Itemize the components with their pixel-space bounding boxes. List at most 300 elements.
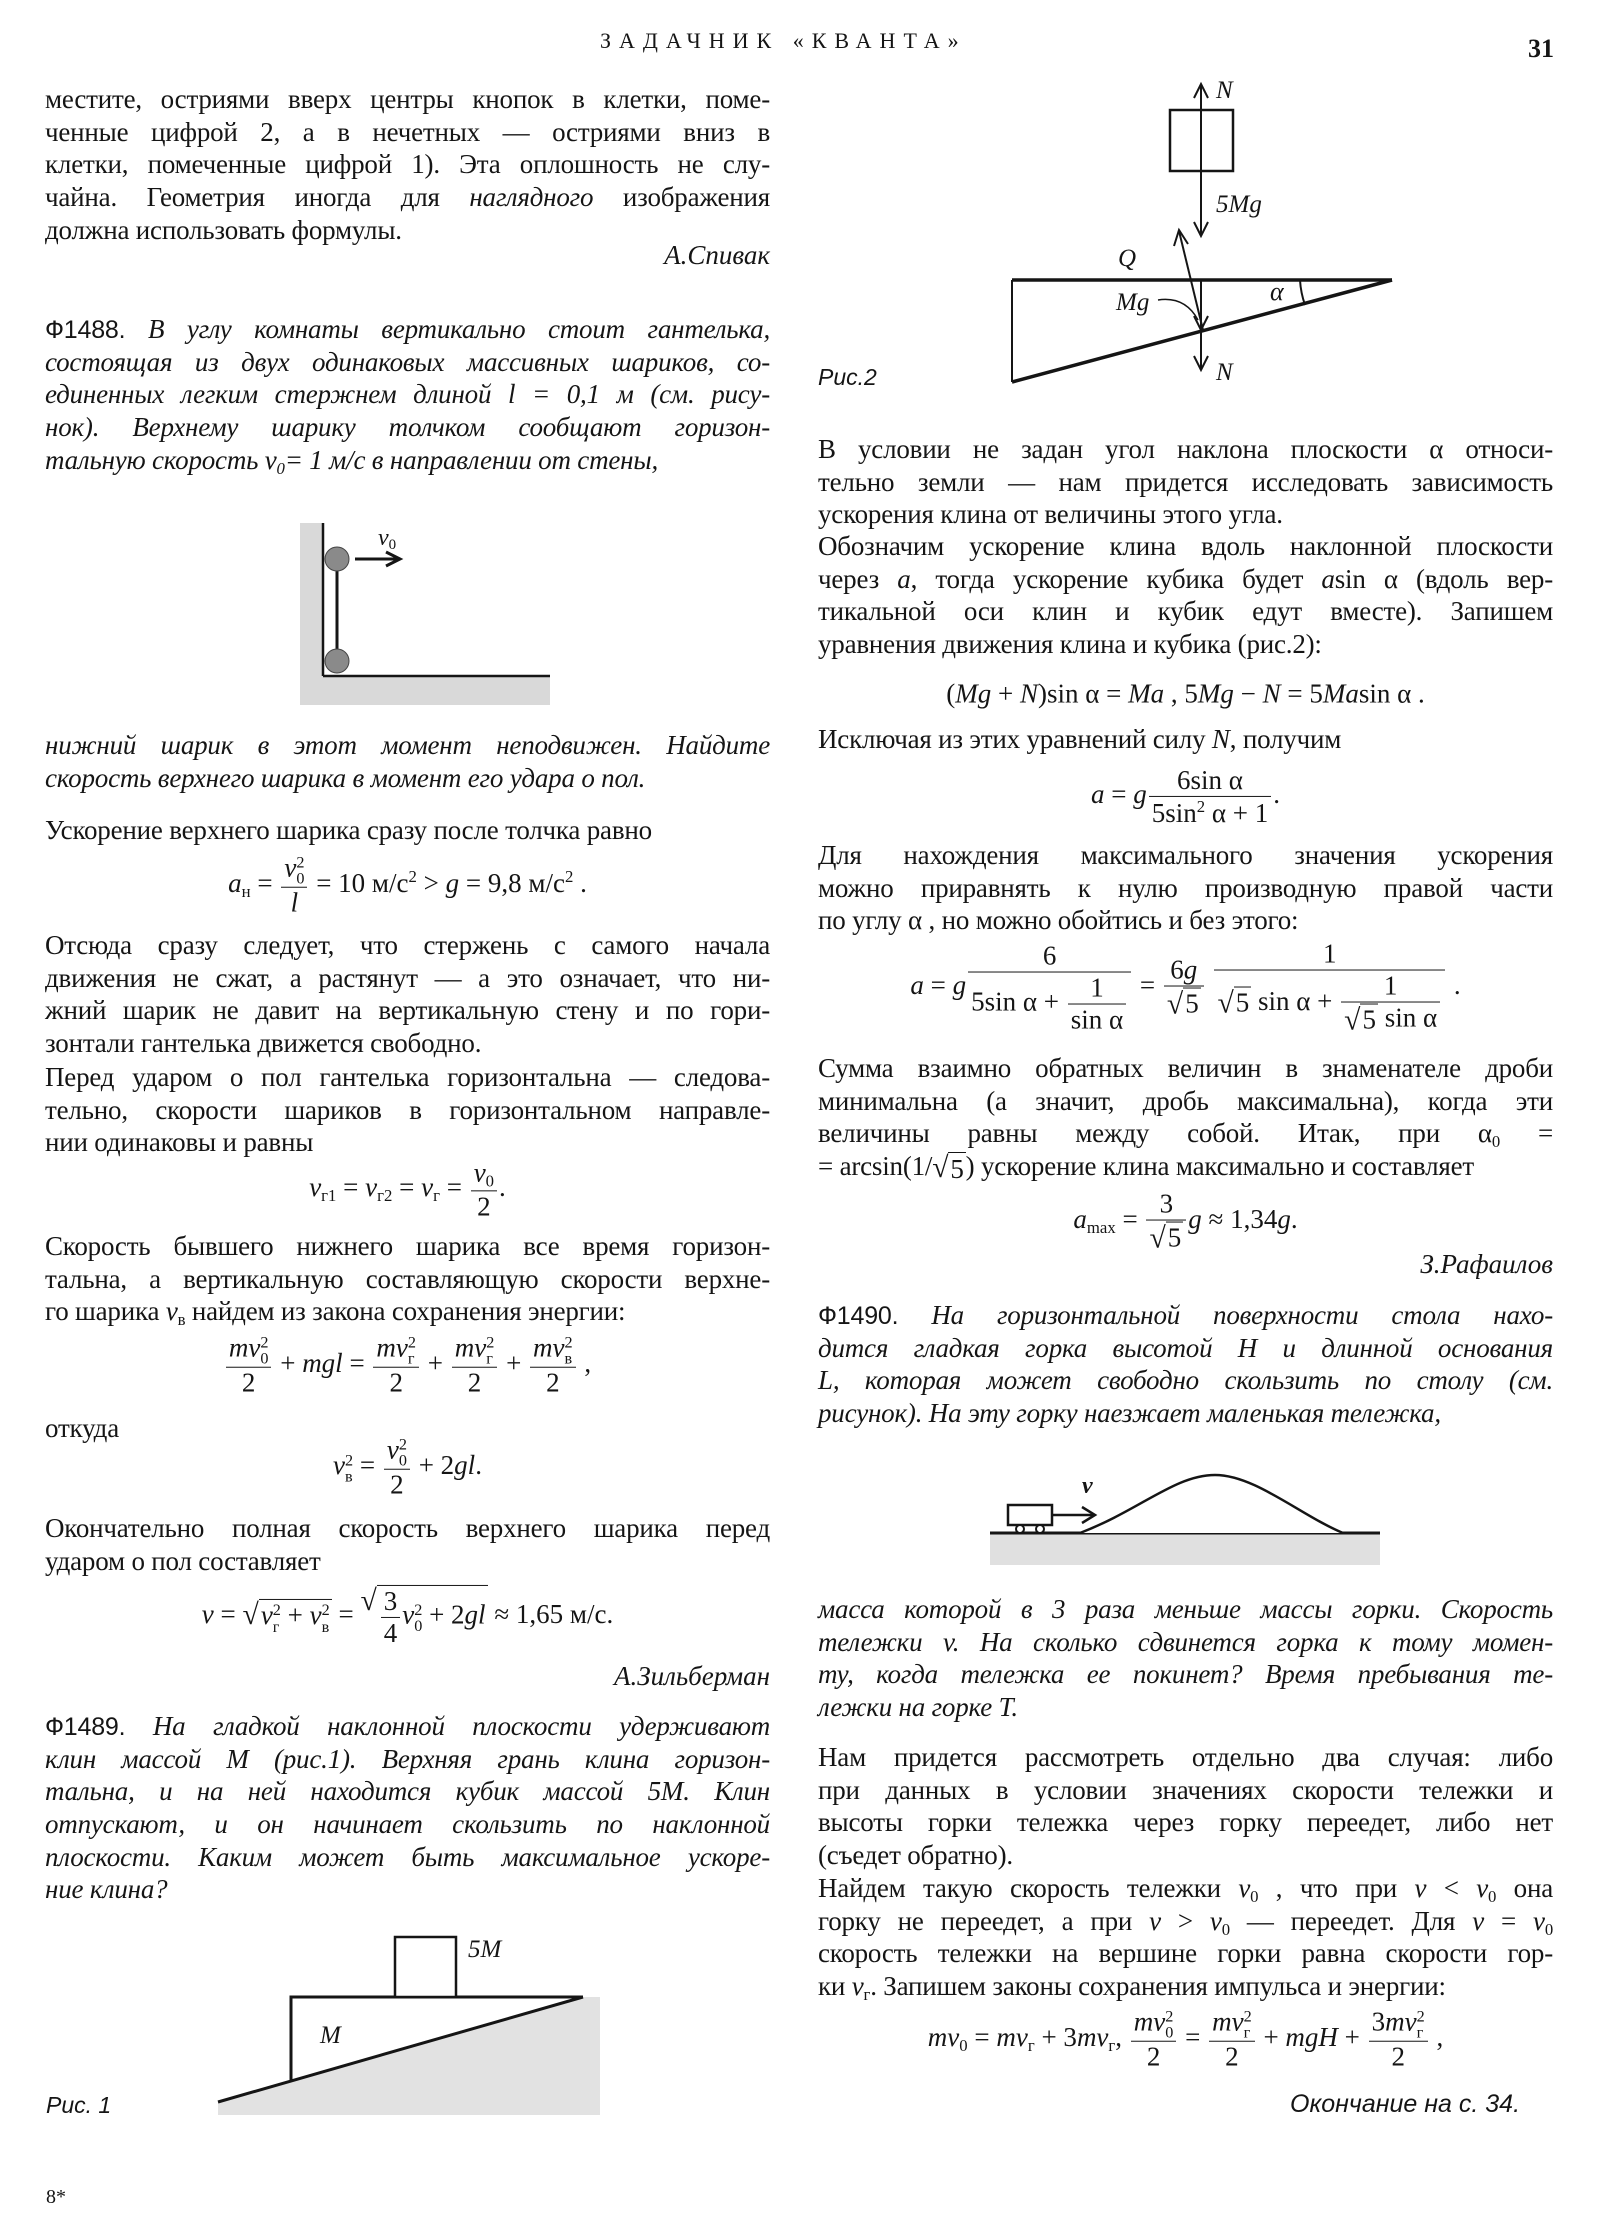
text-run: , 5	[1164, 678, 1198, 709]
fraction	[1209, 2007, 1255, 2074]
text-line	[818, 530, 1553, 563]
formula-centripetal-acceleration	[45, 853, 770, 920]
text-run: = 1 м/с в направлении от стены,	[284, 444, 659, 475]
fraction	[381, 1586, 401, 1649]
math-variable: a	[910, 970, 924, 1001]
text-line	[818, 1806, 1553, 1839]
denominator	[1149, 797, 1272, 829]
text-run: клин массой M (рис.1). Верхняя грань клина горизон-	[45, 1743, 770, 1774]
math-variable: v	[851, 1971, 864, 2002]
text-run: жний шарик не давит на вертикальную стену и по гори-	[45, 995, 770, 1026]
text-run: скорость верхнего шарика в момент его удара о пол.	[45, 762, 646, 793]
text-run: sin α +	[1251, 986, 1340, 1017]
math-variable: g	[952, 970, 967, 1001]
subscript: 0	[1165, 2024, 1174, 2043]
paragraph-acceleration	[45, 814, 770, 847]
text-run: 5	[950, 1154, 964, 1184]
text-run: + 2	[411, 1450, 455, 1481]
figure-force-diagram	[1000, 70, 1410, 400]
text-line	[818, 1364, 1553, 1397]
text-run: = 5	[1280, 678, 1323, 709]
running-header: ЗАДАЧНИК «КВАНТА»	[600, 28, 967, 53]
paragraph-two-cases	[818, 1741, 1553, 1872]
sup-sub-pair	[1244, 2009, 1252, 2041]
subscript: 0	[1250, 1887, 1259, 1907]
problem-number: Ф1490.	[818, 1302, 899, 1330]
formula-conservation-laws	[818, 2007, 1553, 2074]
denominator	[384, 1470, 410, 1501]
text-run: 6	[1170, 954, 1184, 985]
text-line	[818, 1905, 1553, 1938]
subscript: г	[407, 1350, 415, 1369]
text-line	[818, 723, 1553, 756]
paragraph-critical-speed	[818, 1872, 1553, 2003]
text-line	[45, 444, 770, 477]
formula-body	[946, 679, 1425, 710]
text-run: 2	[1391, 2042, 1405, 2073]
text-run: =	[392, 1172, 422, 1203]
text-run: масса которой в 3 раза меньше массы горки. Скорость	[818, 1594, 1553, 1624]
velocity-label: v0	[378, 525, 397, 553]
text-run: −	[1233, 678, 1263, 709]
floor-shading	[300, 676, 550, 705]
formula-max-acceleration	[818, 1189, 1553, 1256]
text-run: +	[273, 1348, 303, 1379]
denominator	[1341, 1003, 1440, 1038]
subscript: 0	[485, 1171, 495, 1191]
text-line	[45, 1841, 770, 1874]
text-line	[818, 563, 1553, 596]
text-line	[818, 1299, 1553, 1332]
radical-sign: √	[360, 1584, 377, 1617]
paragraph-rod-stretched	[45, 929, 770, 1060]
paragraph-notation	[818, 530, 1553, 661]
paragraph-final-speed	[45, 1512, 770, 1577]
subscript: г	[1243, 2024, 1251, 2043]
math-variable: mv	[454, 1332, 487, 1363]
formula-horizontal-velocity	[45, 1157, 770, 1222]
text-run: должна использовать формулы.	[45, 214, 402, 245]
text-run: =	[1115, 1204, 1145, 1235]
subscript: 0	[1491, 1132, 1501, 1152]
square-root	[1167, 987, 1201, 1021]
radical-sign: √	[1217, 987, 1234, 1020]
radical-sign: √	[242, 1599, 259, 1632]
text-run: Найдем такую скорость тележки	[818, 1873, 1239, 1903]
text-run: .	[475, 1450, 482, 1481]
problem-f1490-question	[818, 1593, 1553, 1724]
text-line	[818, 1117, 1553, 1150]
table-shading	[990, 1533, 1380, 1565]
text-run: лежки на горке T.	[818, 1692, 1018, 1723]
radical-sign: √	[1149, 1222, 1166, 1255]
text-run: ) ускорение клина максимально и составляет	[965, 1151, 1474, 1182]
text-run: >	[1160, 1905, 1210, 1936]
text-line	[818, 1839, 1553, 1872]
text-run: (съедет обратно).	[818, 1840, 1013, 1871]
subscript: г	[1416, 2024, 1424, 2043]
text-run: =	[336, 1172, 366, 1203]
figure-dumbbell	[290, 510, 560, 710]
text-line	[45, 994, 770, 1027]
text-run: =	[1500, 1118, 1554, 1149]
numerator	[1341, 971, 1440, 1003]
text-line	[45, 1512, 770, 1545]
math-variable: a	[897, 563, 911, 594]
text-line	[45, 1126, 770, 1159]
text-line	[818, 433, 1553, 466]
text-run: ускорения клина от величины этого угла.	[818, 499, 1283, 530]
denominator	[471, 1192, 497, 1223]
text-run: =	[213, 1599, 243, 1630]
math-variable: v	[365, 1172, 378, 1203]
text-run: зонтали гантелька движется свободно.	[45, 1028, 482, 1059]
text-line	[818, 628, 1553, 661]
problem-f1488-question	[45, 729, 770, 794]
math-variable: Mg	[955, 678, 992, 709]
text-run: sin α	[1377, 1002, 1438, 1033]
text-run: 2	[467, 1368, 482, 1399]
math-variable: g	[1277, 1204, 1291, 1235]
denominator	[968, 972, 1131, 1035]
text-run: =	[250, 868, 280, 899]
fraction	[384, 1435, 410, 1502]
text-run: Перед ударом о пол гантелька горизонтальна — следова-	[45, 1062, 770, 1092]
text-run: 2	[390, 1470, 404, 1501]
sup-sub-pair	[345, 1452, 353, 1484]
superscript: 2	[321, 1601, 330, 1620]
math-variable: наглядного	[469, 182, 594, 213]
figure-cart-and-hill	[985, 1460, 1385, 1570]
fraction	[1369, 2007, 1428, 2074]
superscript: 2	[398, 1435, 407, 1454]
velocity-label: v	[1082, 1473, 1093, 1499]
text-line	[818, 1741, 1553, 1774]
problem-f1488-statement	[45, 313, 770, 476]
paragraph-angle-unknown	[818, 433, 1553, 531]
text-line	[45, 1545, 770, 1578]
text-run: тальную скорость v	[45, 444, 277, 475]
text-run: высоты горки тележка через горку переедет, либо нет	[818, 1807, 1553, 1838]
numerator	[471, 1157, 497, 1191]
text-run: Окончательно полная скорость верхнего шарика перед	[45, 1513, 770, 1543]
text-run: Сумма взаимно обратных величин в знаменателе дроби	[818, 1053, 1553, 1083]
problem-number: Ф1488.	[45, 316, 126, 344]
text-run: ,	[1429, 2022, 1444, 2053]
text-run: , тогда ускорение кубика будет	[910, 563, 1322, 594]
text-line	[818, 1937, 1553, 1970]
text-line	[818, 1774, 1553, 1807]
denominator	[1068, 1005, 1126, 1036]
text-run: = 10 м/с	[309, 868, 409, 899]
denominator	[452, 1368, 498, 1399]
text-run: состоящая из двух одинаковых массивных шариков, со-	[45, 346, 770, 377]
text-run: 5	[1362, 1004, 1376, 1035]
subscript: max	[1086, 1218, 1116, 1238]
text-run: . Запишем законы сохранения импульса и энергии:	[870, 1971, 1446, 2002]
math-variable: a	[1073, 1204, 1087, 1235]
formula-equations-of-motion	[818, 679, 1553, 710]
text-run: ченные цифрой 2, а в нечетных — остриями вниз в	[45, 116, 770, 147]
fraction	[1149, 765, 1272, 829]
text-run: 6sin α	[1177, 764, 1243, 795]
hill	[1080, 1475, 1343, 1533]
formula-body	[1091, 765, 1280, 829]
superscript: 2	[272, 1601, 281, 1620]
text-run: ≈ 1,65 м/с.	[487, 1599, 614, 1630]
text-run: Обозначим ускорение клина вдоль наклонной плоскости	[818, 531, 1553, 561]
fraction	[968, 940, 1131, 1035]
text-run: тельно земли — нам придется исследовать зависимость	[818, 466, 1553, 497]
text-run: 2	[477, 1191, 491, 1222]
text-run: ние клина?	[45, 1874, 168, 1905]
square-root	[1217, 987, 1251, 1021]
superscript: 2	[564, 867, 574, 887]
math-variable: a	[1091, 779, 1105, 810]
fraction	[471, 1157, 497, 1222]
numerator	[373, 1333, 419, 1368]
text-run: =	[923, 970, 953, 1001]
radical-sign: √	[1166, 988, 1184, 1021]
subscript: 0	[276, 458, 285, 478]
text-run: рисунок). На эту горку наезжает маленькая тележка,	[818, 1398, 1441, 1429]
radicand	[948, 1152, 965, 1186]
subscript: 0	[414, 1616, 423, 1635]
text-run: ,	[577, 1348, 592, 1379]
text-run: нии одинаковы и равны	[45, 1127, 314, 1158]
text-line	[818, 904, 1553, 937]
denominator	[1369, 2042, 1428, 2073]
author-signature: З.Рафаилов	[1420, 1249, 1553, 1279]
math-variable: mv	[1076, 2022, 1109, 2053]
superscript: 2	[296, 853, 305, 872]
text-run: тальна, и на ней находится кубик массой 5M. Клин	[45, 1776, 770, 1807]
text-run: тележки v. На сколько сдвинется горка к тому момен-	[818, 1626, 1553, 1657]
math-variable: N	[1211, 724, 1230, 754]
math-variable: mv	[1133, 2006, 1166, 2037]
author-signature: А.Зильберман	[613, 1661, 770, 1691]
subscript: в	[177, 1310, 186, 1330]
text-run: при данных в условии значениях скорости тележки и	[818, 1774, 1553, 1805]
text-run: +	[1337, 2022, 1367, 2053]
math-variable: Mg	[1197, 678, 1234, 709]
superscript: 2	[486, 1333, 495, 1352]
math-variable: g	[445, 868, 460, 899]
text-run: го шарика	[45, 1296, 166, 1327]
formula-acceleration-rewritten	[818, 939, 1553, 1038]
text-run: , что при	[1258, 1873, 1415, 1903]
numerator	[1146, 1189, 1186, 1221]
text-line	[818, 1691, 1553, 1724]
text-run: =	[1133, 970, 1162, 1001]
text-run: ≈ 1,34	[1201, 1204, 1278, 1235]
numerator	[1131, 2007, 1177, 2042]
text-line	[45, 814, 770, 847]
text-run: На гладкой наклонной плоскости удерживают	[125, 1711, 770, 1741]
text-run: по углу α , но можно обойтись и без этого:	[818, 905, 1299, 936]
denominator	[1131, 2042, 1177, 2073]
subscript: 0	[1544, 1919, 1553, 1939]
sup-sub-pair	[260, 1335, 268, 1367]
sup-sub-pair	[296, 855, 304, 887]
text-run: единенных легким стержнем длиной l = 0,1 м (см. рису-	[45, 379, 770, 410]
force-label-n-top: N	[1216, 77, 1233, 104]
numerator	[1214, 939, 1445, 971]
fraction	[1341, 971, 1440, 1038]
text-run: Ускорение верхнего шарика сразу после толчка равно	[45, 815, 652, 845]
fraction	[1146, 1189, 1186, 1256]
text-run: скорость тележки на вершине горки равна скорости гор-	[818, 1938, 1553, 1969]
text-run: =	[353, 1450, 382, 1481]
text-run: 2	[1225, 2042, 1239, 2073]
paragraph-before-impact	[45, 1061, 770, 1159]
math-variable: g	[1183, 954, 1198, 985]
superscript: 2	[1243, 2007, 1252, 2026]
numerator	[968, 940, 1131, 972]
text-run: 3	[1159, 1188, 1174, 1219]
text-line	[45, 313, 770, 346]
text-run: 5	[1167, 1222, 1182, 1253]
text-line	[45, 411, 770, 444]
numerator	[1369, 2007, 1428, 2042]
text-run: можно приравнять к нулю производную правой части	[818, 872, 1553, 903]
math-variable: Ma	[1322, 678, 1359, 709]
text-run: 1	[1090, 972, 1104, 1003]
text-line	[45, 729, 770, 762]
text-line	[818, 1150, 1553, 1183]
text-run: тикальной оси клин и кубик едут вместе). Запишем	[818, 596, 1553, 627]
math-variable: v	[473, 1157, 486, 1188]
text-run: sin α (вдоль вер-	[1334, 563, 1553, 594]
force-label-q: Q	[1118, 245, 1137, 272]
math-variable: mv	[927, 2022, 960, 2053]
math-variable: v	[1476, 1873, 1489, 1903]
text-run: ту, когда тележка ее покинет? Время пребывания те-	[818, 1659, 1553, 1690]
superscript: 2	[408, 867, 417, 887]
text-line	[45, 1061, 770, 1094]
text-run: + 2	[422, 1599, 465, 1630]
problem-f1490-statement	[818, 1299, 1553, 1430]
text-line	[45, 1295, 770, 1328]
formula-body	[224, 1333, 591, 1400]
text-run: + 3	[1034, 2022, 1077, 2053]
text-line	[45, 1873, 770, 1906]
sup-sub-pair	[322, 1602, 330, 1634]
superscript: 2	[414, 1600, 423, 1619]
formula-vertical-velocity	[45, 1435, 770, 1502]
sup-sub-pair	[399, 1437, 407, 1469]
text-run: откуда	[45, 1413, 119, 1443]
text-run: =	[1178, 2022, 1208, 2053]
fraction	[226, 1333, 272, 1400]
subscript: г	[863, 1985, 871, 2005]
cart-wheel	[1036, 1525, 1044, 1533]
radical-sign: √	[932, 1152, 949, 1184]
text-run: В углу комнаты вертикально стоит гантелька,	[125, 314, 770, 344]
text-run: На горизонтальной поверхности стола нахо-	[898, 1300, 1553, 1330]
author-signature: А.Спивак	[664, 240, 770, 270]
math-variable: v	[333, 1450, 346, 1481]
sup-sub-pair	[486, 1335, 494, 1367]
superscript: 2	[260, 1333, 269, 1352]
numerator	[1209, 2007, 1255, 2042]
text-run: уравнения движения клина и кубика (рис.2):	[818, 629, 1322, 660]
math-variable: v	[386, 1434, 399, 1465]
text-line	[818, 1085, 1553, 1118]
numerator	[281, 853, 307, 888]
subscript: в	[321, 1617, 330, 1636]
text-line	[45, 1743, 770, 1776]
fraction	[1214, 939, 1445, 1038]
math-variable: Ma	[1128, 678, 1165, 709]
cart-wheel	[1016, 1525, 1024, 1533]
superscript: 2	[1165, 2007, 1174, 2026]
text-line	[45, 1230, 770, 1263]
denominator	[1214, 971, 1445, 1038]
text-run: через	[818, 563, 898, 594]
text-run: .	[1273, 779, 1280, 810]
text-run: =	[342, 1348, 372, 1379]
force-label-n-bottom: N	[1216, 359, 1233, 386]
radicand	[259, 1599, 332, 1634]
signature-mark: 8*	[46, 2186, 66, 2208]
math-variable: v	[165, 1296, 178, 1327]
paragraph-geometry-ending	[45, 83, 770, 246]
text-run: чайна. Геометрия иногда для	[45, 182, 470, 213]
force-label-5mg: 5Mg	[1216, 191, 1262, 218]
text-run	[1206, 970, 1213, 1000]
formula-body	[309, 1157, 506, 1222]
math-variable: a	[1321, 563, 1335, 594]
text-run: =	[439, 1172, 469, 1203]
text-run: Отсюда сразу следует, что стержень с самого начала	[45, 930, 770, 960]
subscript: 0	[1488, 1887, 1497, 1907]
math-variable: mgH	[1285, 2022, 1338, 2053]
text-run: дится гладкая горка высотой H и длинной основания	[818, 1332, 1553, 1363]
numerator	[1068, 972, 1126, 1004]
text-run: 5sin α +	[971, 986, 1066, 1017]
math-variable: v	[1414, 1873, 1427, 1903]
fraction	[530, 1333, 576, 1400]
text-run: +	[1256, 2022, 1286, 2053]
superscript: 2	[1416, 2007, 1425, 2026]
superscript: 2	[1196, 796, 1206, 816]
square-root	[1344, 1003, 1378, 1037]
denominator	[373, 1368, 419, 1399]
text-line	[818, 1593, 1553, 1626]
text-run: 2	[1146, 2042, 1161, 2073]
incline-shading	[218, 1997, 600, 2115]
math-variable: v	[260, 1600, 273, 1631]
radical-sign: √	[1344, 1004, 1361, 1037]
text-run: 1	[1323, 938, 1337, 969]
math-variable: mv	[533, 1332, 565, 1363]
angle-label: α	[1270, 277, 1284, 306]
text-line	[45, 346, 770, 379]
subscript: в	[345, 1467, 353, 1486]
angle-arc	[1300, 280, 1305, 305]
math-variable: a	[228, 868, 242, 899]
denominator	[1164, 987, 1204, 1022]
superscript: 2	[407, 1333, 416, 1352]
text-line	[818, 1970, 1553, 2003]
text-run: 3	[1371, 2006, 1386, 2037]
superscript: 2	[345, 1451, 354, 1470]
text-run: 5	[1235, 987, 1250, 1018]
text-line	[818, 1658, 1553, 1691]
subscript: 0	[260, 1350, 269, 1369]
math-variable: mv	[996, 2022, 1028, 2053]
